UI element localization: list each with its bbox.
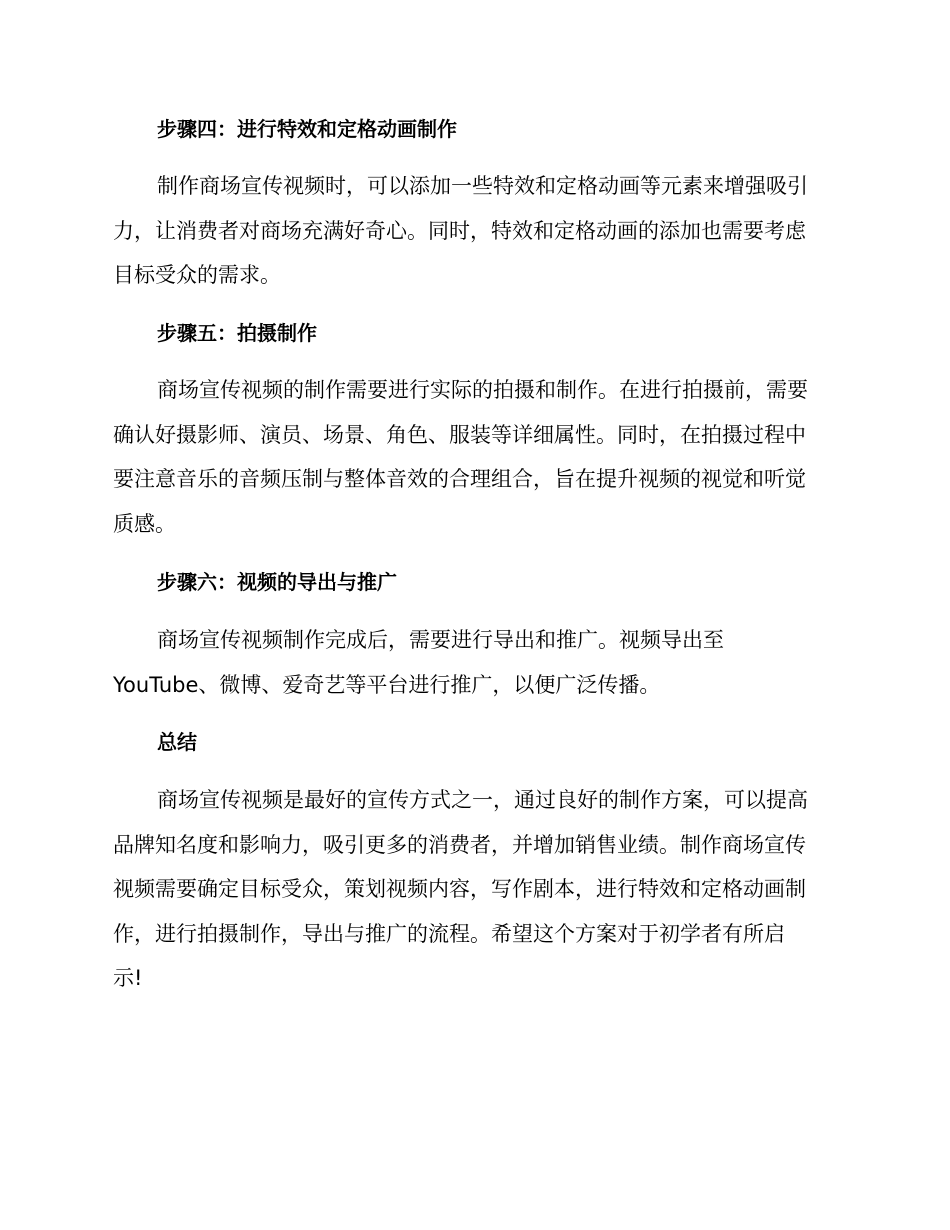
paragraph-line: 示! (113, 966, 143, 990)
paragraph-line: 商场宣传视频是最好的宣传方式之一，通过良好的制作方案，可以提高 (157, 788, 808, 812)
section-body-step-6 (113, 625, 836, 714)
paragraph-line: 视频需要确定目标受众，策划视频内容，写作剧本，进行特效和定格动画制 (113, 877, 806, 901)
section-heading-step-6: 步骤六：视频的导出与推广 (157, 570, 397, 594)
section-body-step-4 (113, 171, 836, 305)
paragraph-line: 要注意音乐的音频压制与整体音效的合理组合，旨在提升视频的视觉和听觉 (113, 467, 806, 491)
section-heading-step-5: 步骤五：拍摄制作 (157, 321, 317, 345)
paragraph-line: 商场宣传视频的制作需要进行实际的拍摄和制作。在进行拍摄前，需要 (157, 378, 808, 402)
paragraph-line: 制作商场宣传视频时，可以添加一些特效和定格动画等元素来增强吸引 (157, 174, 808, 198)
section-body-summary (113, 785, 836, 1008)
paragraph-line: YouTube、微博、爱奇艺等平台进行推广，以便广泛传播。 (113, 672, 661, 697)
section-heading-step-4: 步骤四：进行特效和定格动画制作 (157, 117, 457, 141)
paragraph-line: 目标受众的需求。 (113, 263, 281, 287)
paragraph-line: 商场宣传视频制作完成后，需要进行导出和推广。视频导出至 (157, 628, 724, 652)
paragraph-line: 确认好摄影师、演员、场景、角色、服装等详细属性。同时，在拍摄过程中 (113, 422, 806, 447)
paragraph-line: 质感。 (113, 511, 176, 536)
paragraph-line: 力，让消费者对商场充满好奇心。同时，特效和定格动画的添加也需要考虑 (113, 218, 806, 243)
section-heading-summary: 总结 (157, 730, 197, 754)
section-body-step-5 (113, 375, 836, 553)
paragraph-line: 品牌知名度和影响力，吸引更多的消费者，并增加销售业绩。制作商场宣传 (113, 832, 806, 857)
paragraph-line: 作，进行拍摄制作，导出与推广的流程。希望这个方案对于初学者有所启 (113, 921, 785, 946)
